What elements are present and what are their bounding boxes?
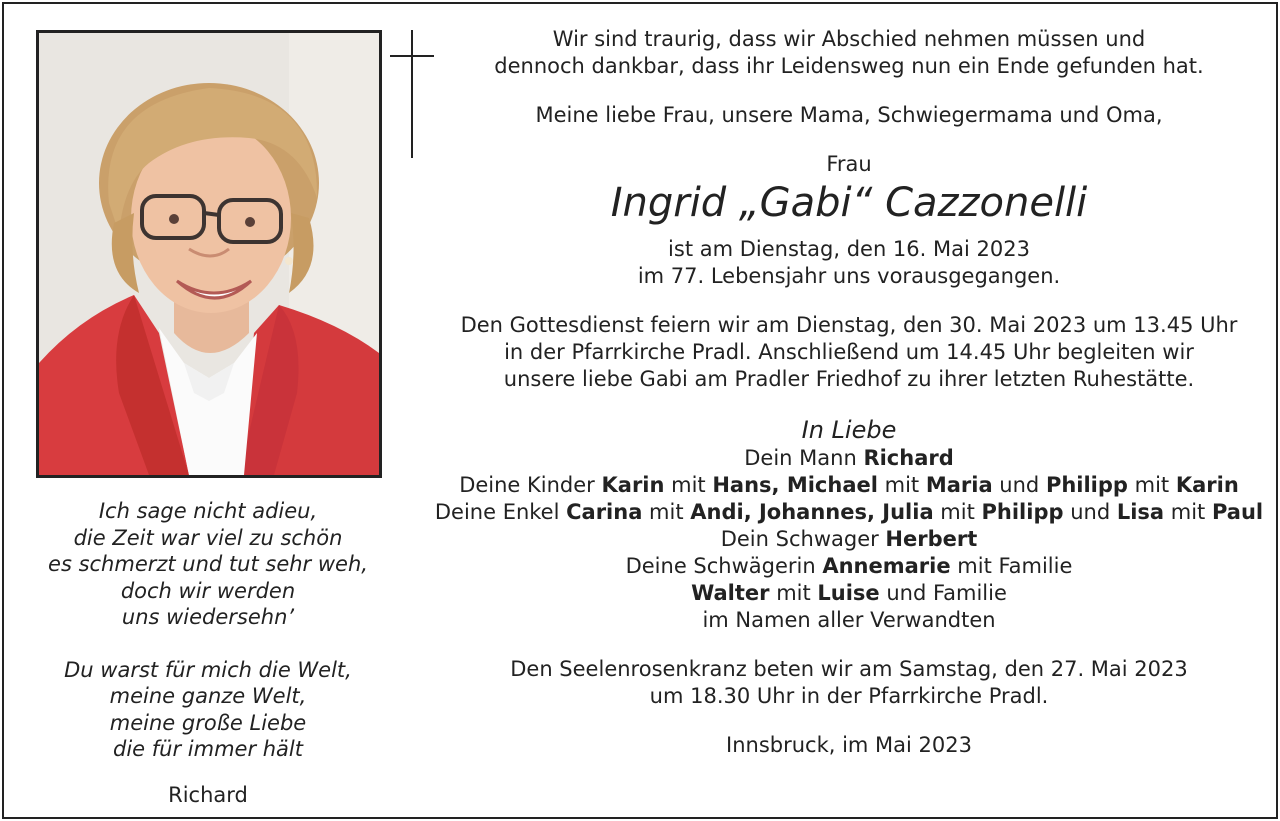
mourner-text: und [992, 473, 1046, 497]
mourner-line [424, 526, 1274, 553]
mourner-text: mit [933, 500, 982, 524]
mourner-name: Philipp [1045, 473, 1128, 497]
portrait-photo [36, 30, 382, 478]
obituary-text [424, 26, 1274, 759]
mourner-text: mit [1127, 473, 1176, 497]
mourner-text: mit [877, 473, 926, 497]
mourner-name: Luise [817, 581, 880, 605]
mourner-line [424, 580, 1274, 607]
service-line: in der Pfarrkirche Pradl. Anschließend um 14.45 Uhr begleiten wir [504, 340, 1194, 364]
poem-line: Ich sage nicht adieu, [98, 499, 318, 523]
death-line: im 77. Lebensjahr uns vorausgegangen. [637, 264, 1061, 288]
obituary-card [2, 2, 1278, 819]
poem-line: meine große Liebe [109, 710, 307, 735]
mourner-line [424, 553, 1274, 580]
mourner-text: Deine Schwägerin [625, 554, 823, 578]
mourner-name: Maria [925, 473, 993, 497]
honorific: Frau [826, 152, 872, 176]
mourner-name: Annemarie [822, 554, 951, 578]
mourner-text: mit Familie [950, 554, 1073, 578]
mourner-line [424, 472, 1274, 499]
mourner-text: Dein Mann [744, 446, 864, 470]
poem-line: die Zeit war viel zu schön [73, 525, 343, 550]
death-line: ist am Dienstag, den 16. Mai 2023 [668, 237, 1030, 261]
poem-stanza-2 [8, 657, 408, 763]
service-line: Den Gottesdienst feiern wir am Dienstag, den 30. Mai 2023 um 13.45 Uhr [460, 313, 1238, 337]
service-line: unsere liebe Gabi am Pradler Friedhof zu ihrer letzten Ruhestätte. [503, 367, 1195, 391]
mourner-name: Richard [863, 446, 954, 470]
poem-line: es schmerzt und tut sehr weh, [48, 552, 368, 576]
mourner-name: Philipp [981, 500, 1064, 524]
mourner-text: mit [642, 500, 691, 524]
mourner-text: Deine Kinder [459, 473, 602, 497]
mourner-name: Andi, Johannes, Julia [690, 500, 934, 524]
poem-line: Du warst für mich die Welt, [64, 657, 352, 682]
mourner-name: Walter [691, 581, 770, 605]
poem-line: uns wiedersehn’ [121, 605, 295, 629]
intro-line: dennoch dankbar, dass ihr Leidensweg nun ein Ende gefunden hat. [494, 54, 1204, 78]
poem [8, 498, 408, 763]
mourner-text: mit [1164, 500, 1212, 524]
poem-line: meine ganze Welt, [109, 684, 307, 708]
mourner-name: Karin [601, 473, 665, 497]
mourner-line: im Namen aller Verwandten [702, 608, 996, 632]
mourner-text: mit [664, 473, 713, 497]
mourner-name: Hans, Michael [712, 473, 878, 497]
intro-line: Wir sind traurig, dass wir Abschied nehmen müssen und [552, 27, 1146, 51]
mourner-name: Lisa [1116, 500, 1165, 524]
rosary-line: um 18.30 Uhr in der Pfarrkirche Pradl. [649, 684, 1049, 708]
mourner-text: und Familie [879, 581, 1007, 605]
mourner-name: Herbert [885, 527, 978, 551]
mourner-text: Dein Schwager [720, 527, 886, 551]
rosary-line: Den Seelenrosenkranz beten wir am Samstag, den 27. Mai 2023 [510, 657, 1188, 681]
mourner-text: Deine Enkel [434, 500, 567, 524]
deceased-name: Ingrid „Gabi“ Cazzonelli [610, 180, 1088, 226]
mourner-name: Carina [566, 500, 643, 524]
mourner-text: mit [769, 581, 818, 605]
poem-stanza-1 [8, 498, 408, 631]
poem-line: die für immer hält [113, 737, 303, 761]
mourner-line [424, 445, 1274, 472]
poem-signature: Richard [168, 783, 248, 807]
mourner-text: und [1063, 500, 1117, 524]
mourner-line [424, 499, 1274, 526]
place-date: Innsbruck, im Mai 2023 [726, 733, 972, 757]
in-liebe: In Liebe [801, 416, 897, 444]
poem-line: doch wir werden [120, 578, 296, 603]
family-intro: Meine liebe Frau, unsere Mama, Schwiegermama und Oma, [535, 103, 1163, 127]
mourner-name: Paul [1211, 500, 1264, 524]
mourner-name: Karin [1175, 473, 1239, 497]
